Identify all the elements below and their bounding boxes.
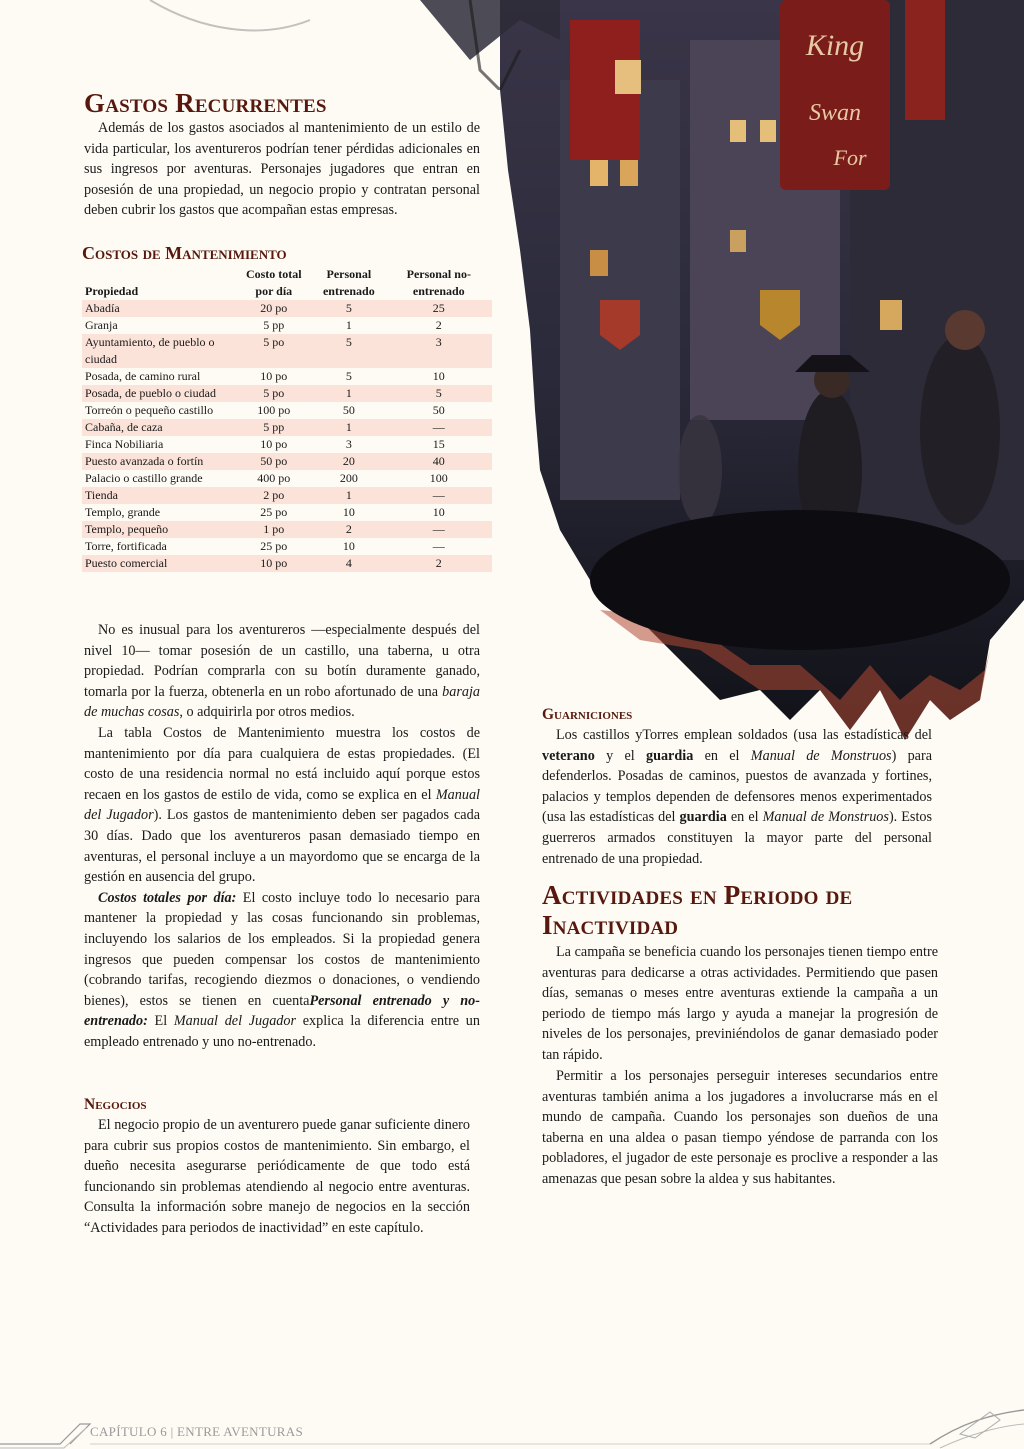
cell-total-cost: 400 po: [257, 471, 291, 485]
table-row: [82, 453, 492, 470]
book-title-players-handbook: Manual del Jugador: [173, 1013, 297, 1030]
section-title-garrisons: Guarniciones: [542, 706, 633, 723]
cell-total-cost: 5 pp: [263, 318, 285, 332]
cell-untrained-staff: 2: [386, 555, 492, 572]
downtime-paragraph-1: La campaña se beneficia cuando los personajes tienen tiempo entre aventuras para dedicarse a otras actividades. Permitiendo que pasen días, semanas o meses entre aventuras extiende la campaña a un periodo de tiempo más largo y ayuda a manejar la progresión de niveles de los personajes, previniéndolos de ganar demasiado poder tan rápido.: [542, 944, 938, 1063]
cell-trained-staff: 3: [345, 437, 352, 451]
stat-block-guard: guardia: [679, 809, 727, 826]
table-row: [82, 470, 492, 487]
cell-untrained-staff: 25: [386, 300, 492, 317]
cell-property: Ayuntamiento, de pueblo o ciudad: [82, 334, 235, 368]
cell-property: Finca Nobiliaria: [85, 437, 164, 451]
cell-total-cost: 10 po: [260, 437, 288, 451]
cell-trained-staff: 5: [312, 334, 385, 368]
cell-total-cost: 5 pp: [235, 419, 312, 436]
header-trained-staff: [312, 266, 385, 300]
cell-property: Posada, de pueblo o ciudad: [82, 385, 235, 402]
stat-block-guard: guardia: [645, 747, 694, 764]
table-row: [82, 385, 492, 402]
cell-property: Torre, fortificada: [85, 539, 167, 553]
table-row: [82, 402, 492, 419]
downtime-paragraph-2: Permitir a los personajes perseguir intereses secundarios entre aventuras también anima a los jugadores a involucrarse más en el mundo de campaña. Cuando los personajes son dueños de una taberna en una aldea o pasan tiempo yéndose de parranda con los pobladores, el jugador de este personaje es proclive a responder a las amenazas que pesan sobre la aldea y sus habitantes.: [542, 1068, 938, 1187]
table-body: [82, 300, 492, 572]
cell-untrained-staff: 15: [432, 437, 445, 451]
text-segment: en el: [693, 747, 751, 764]
text-segment: No es inusual para los aventureros —especialmente después del nivel 10— tomar posesión de un castillo, una taberna, u otra propiedad. Podrían comprarla con su botín duramente ganado, tomarla por la fuerza, obtenerla en un robo afortunado de una: [84, 622, 480, 700]
cell-total-cost: 25 po: [260, 505, 288, 519]
term-trained-untrained: Personal entrenado y no-entrenado:: [84, 992, 480, 1030]
table-row: [82, 555, 492, 572]
cell-untrained-staff: 100: [429, 471, 448, 485]
text-segment: , o adquirirla por otros medios.: [179, 704, 355, 721]
property-body-text: [84, 620, 480, 1052]
downtime-title-line1: Actividades en Periodo de: [542, 880, 853, 910]
cell-property: Templo, pequeño: [82, 521, 235, 538]
garrisons-text: [542, 725, 932, 869]
cell-property: Templo, grande: [85, 505, 161, 519]
cell-property: Tienda: [82, 487, 235, 504]
table-row: [82, 368, 492, 385]
cell-trained-staff: 20: [312, 453, 385, 470]
item-name-deck-of-many-things: baraja de muchas cosas: [84, 683, 480, 721]
cell-untrained-staff: 10: [432, 505, 445, 519]
paragraph-taking-property: [84, 620, 480, 723]
cell-total-cost: 2 po: [235, 487, 312, 504]
cell-property: Posada, de camino rural: [85, 369, 201, 383]
cell-untrained-staff: —: [386, 521, 492, 538]
text-segment: en el: [726, 809, 763, 826]
table-row: [82, 419, 492, 436]
cell-trained-staff: 4: [312, 555, 385, 572]
cell-trained-staff: 1: [312, 487, 385, 504]
cell-untrained-staff: 5: [386, 385, 492, 402]
header-trained-line2: entrenado: [322, 284, 375, 298]
sign-text-for: For: [833, 145, 867, 170]
table-row: [82, 317, 492, 334]
table-row: [82, 436, 492, 453]
header-total-cost-line2: por día: [255, 284, 293, 298]
book-title-players-handbook: Manual del Jugador: [84, 786, 480, 824]
page-footer-chapter: CAPÍTULO 6 | ENTRE AVENTURAS: [90, 1424, 303, 1439]
table-row: [82, 300, 492, 317]
maintenance-costs-table: [82, 266, 492, 572]
text-segment: ) para defenderlos. Posadas de caminos, puestos de avanzada y fortines, palacios y templos dependen de defensores menos experimentados (usa las estadísticas del: [542, 747, 932, 826]
header-untrained-line1: Personal no-: [406, 267, 471, 281]
cell-untrained-staff: —: [386, 419, 492, 436]
sign-text-king: King: [805, 29, 865, 62]
header-property: Propiedad: [85, 284, 139, 298]
cell-trained-staff: 5: [345, 369, 352, 383]
text-segment: La tabla Costos de Mantenimiento muestra los costos de mantenimiento por día para cualquiera de estas propiedades. (El costo de una residencia normal no está incluido aquí porque estos recaen en los gastos de estilo de vida, como se explica en el: [84, 724, 480, 803]
cell-trained-staff: 1: [345, 318, 352, 332]
section-title-recurring-costs: Gastos Recurrentes: [84, 88, 327, 118]
cell-total-cost: 100 po: [257, 403, 291, 417]
sign-text-swan: Swan: [808, 100, 862, 126]
header-untrained-line2: entrenado: [412, 284, 465, 298]
paragraph-maintenance-table: [84, 723, 480, 888]
downtime-title-line2: Inactividad: [542, 910, 679, 940]
text-segment: El costo incluye todo lo necesario para mantener la propiedad y las cosas funcionando sin problemas, incluyendo los salarios de los empleados. Si la propiedad genera ingresos que pueden compensar los costos de mantenimiento (cobrando tarifas, recogiendo diezmos o donaciones, o vendiendo bienes), estos se tienen en cuenta: [84, 889, 480, 1009]
cell-total-cost: 5 po: [235, 334, 312, 368]
header-trained-line1: Personal: [326, 267, 372, 281]
table-row: [82, 504, 492, 521]
stat-block-veteran: veterano: [542, 747, 595, 764]
header-total-cost-line1: Costo total: [245, 267, 302, 281]
cell-trained-staff: 10: [342, 505, 355, 519]
business-text: El negocio propio de un aventurero puede ganar suficiente dinero para cubrir sus propios costos de mantenimiento. Sin embargo, el dueño necesita asegurarse periódicamente de que todo está funcionando sin problemas atendiendo al negocio entre aventuras. Consulta la información sobre manejo de negocios en la sección “Actividades para periodos de inactividad” en este capítulo.: [84, 1117, 470, 1236]
cell-untrained-staff: —: [386, 487, 492, 504]
cell-untrained-staff: 3: [386, 334, 492, 368]
cell-trained-staff: 1: [312, 385, 385, 402]
cell-trained-staff: 10: [342, 539, 355, 553]
table-title-text: Costos de Mantenimiento: [82, 243, 287, 263]
cell-untrained-staff: 10: [432, 369, 445, 383]
cell-property: Granja: [85, 318, 118, 332]
section-title-downtime: [542, 880, 852, 940]
paragraph-cost-definitions: [84, 888, 480, 1053]
text-segment: ). Los gastos de mantenimiento deben ser pagados cada 30 días. Dado que los aventureros pasan demasiado tiempo en aventuras, el personal incluye a un mayordomo que se encarga de la gestión en ausencia del grupo.: [84, 807, 480, 886]
text-segment: explica la diferencia entre un empleado entrenado y uno no-entrenado.: [84, 1013, 480, 1050]
table-title-maintenance-costs: [82, 243, 287, 263]
header-total-cost: [235, 266, 312, 300]
cell-total-cost: 5 po: [235, 385, 312, 402]
text-segment: ). Estos guerreros armados constituyen la mayor parte del personal entrenado de una propiedad.: [542, 809, 932, 867]
cell-trained-staff: 1: [312, 419, 385, 436]
table-row: [82, 538, 492, 555]
cell-trained-staff: 2: [312, 521, 385, 538]
cell-untrained-staff: 50: [432, 403, 445, 417]
cell-property: Puesto avanzada o fortín: [82, 453, 235, 470]
cell-total-cost: 10 po: [260, 369, 288, 383]
table-row: [82, 334, 492, 368]
cell-property: Torreón o pequeño castillo: [85, 403, 214, 417]
cell-total-cost: 10 po: [235, 555, 312, 572]
cell-total-cost: 20 po: [235, 300, 312, 317]
text-segment: El: [147, 1013, 174, 1030]
section-title-business: Negocios: [84, 1096, 147, 1113]
cell-property: Palacio o castillo grande: [85, 471, 203, 485]
top-sketch-decoration: [0, 0, 560, 90]
table-row: [82, 521, 492, 538]
term-total-cost-per-day: Costos totales por día:: [98, 889, 237, 906]
header-untrained-staff: [386, 266, 492, 300]
recurring-costs-intro: Además de los gastos asociados al mantenimiento de un estilo de vida particular, los aventureros podrían tener pérdidas adicionales en sus ingresos por aventuras. Personajes jugadores que entran en posesión de una propiedad, un negocio propio y contratan personal deben cubrir los gastos que acompañan estas empresas.: [84, 120, 480, 219]
cell-property: Cabaña, de caza: [82, 419, 235, 436]
cell-trained-staff: 200: [339, 471, 358, 485]
cell-trained-staff: 50: [342, 403, 355, 417]
cell-total-cost: 50 po: [235, 453, 312, 470]
book-title-monster-manual: Manual de Monstruos: [750, 747, 892, 764]
text-segment: y el: [594, 747, 646, 764]
cell-trained-staff: 5: [312, 300, 385, 317]
cell-untrained-staff: 2: [435, 318, 442, 332]
book-title-monster-manual: Manual de Monstruos: [762, 809, 889, 826]
cell-untrained-staff: 40: [386, 453, 492, 470]
cell-total-cost: 25 po: [260, 539, 288, 553]
cell-untrained-staff: —: [432, 539, 445, 553]
cell-property: Puesto comercial: [82, 555, 235, 572]
cell-property: Abadía: [82, 300, 235, 317]
cell-total-cost: 1 po: [235, 521, 312, 538]
text-segment: Los castillos yTorres emplean soldados (usa las estadísticas del: [556, 727, 932, 743]
table-row: [82, 487, 492, 504]
